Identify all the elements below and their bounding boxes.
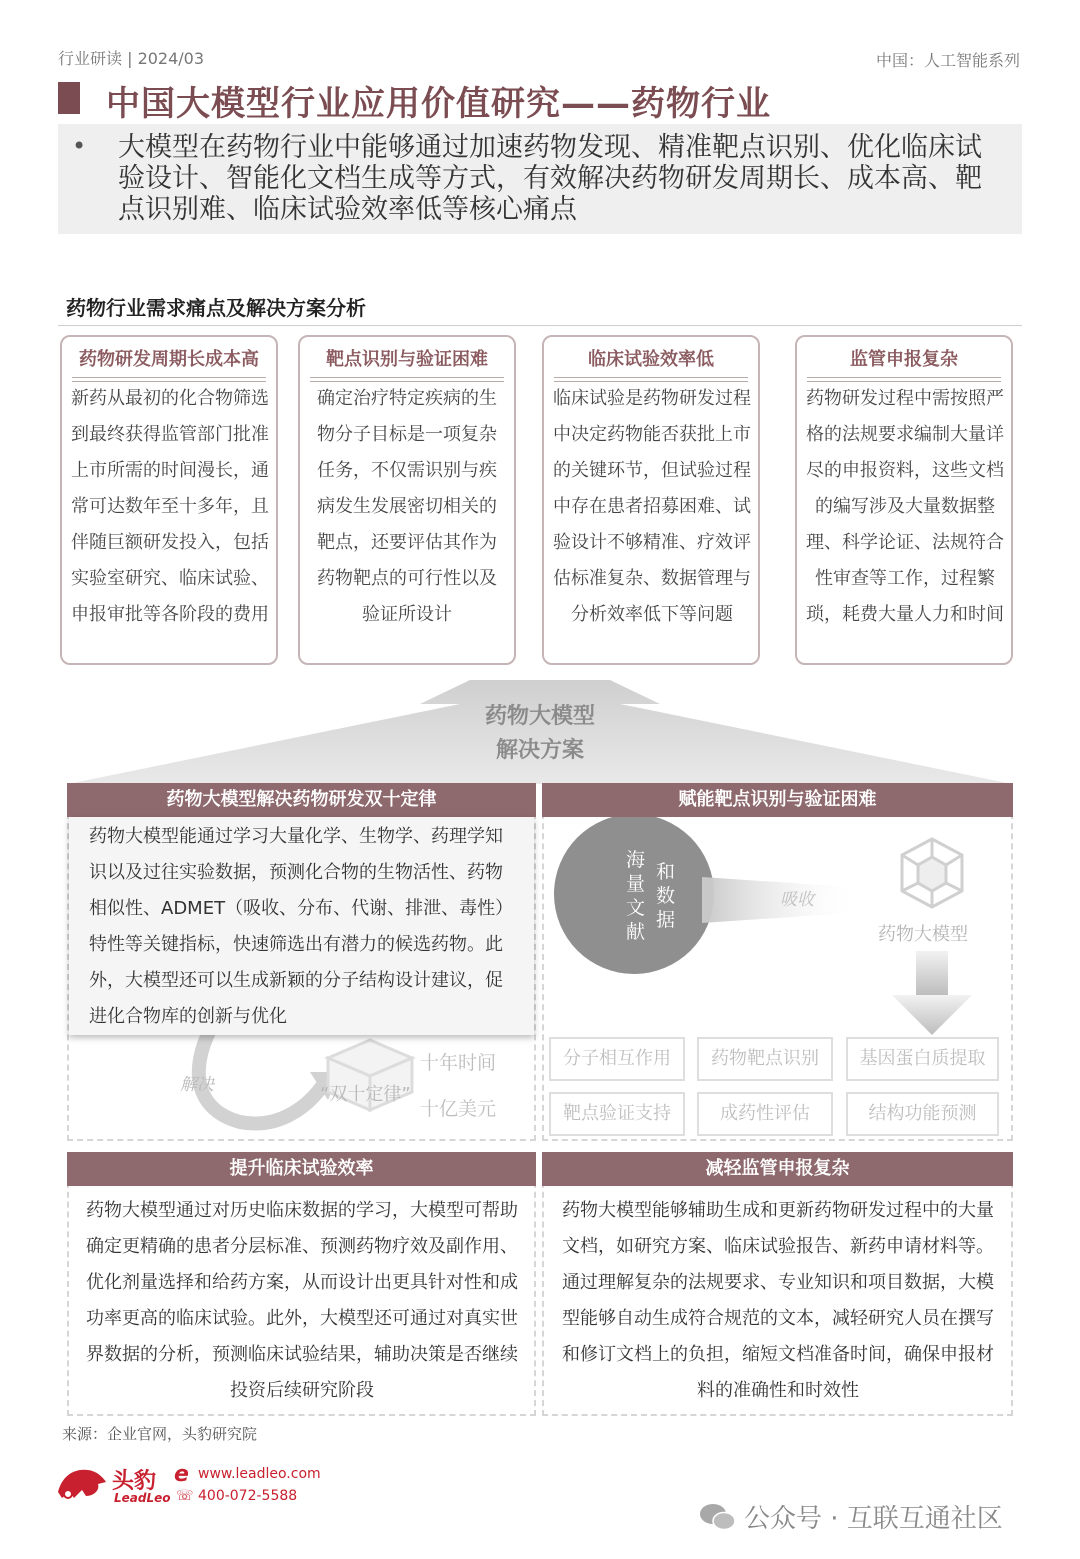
resolve-label: 解决: [180, 1075, 214, 1095]
dual-ten-text-box: [69, 817, 534, 1035]
brand-name-en: LeadLeo: [114, 1491, 171, 1505]
leadleo-logo-icon: [54, 1462, 108, 1502]
pain-card-title: 靶点识别与验证困难: [326, 349, 488, 370]
section-title: 药物行业需求痛点及解决方案分析: [66, 296, 366, 320]
brand-e-icon: e: [174, 1462, 189, 1487]
brand-name: 头豹: [112, 1469, 157, 1494]
pain-card-target: [298, 335, 516, 665]
phone-number: 400-072-5588: [198, 1488, 298, 1504]
solution-label-line1: 药物大模型: [484, 704, 595, 729]
page-title: 中国大模型行业应用价值研究——药物行业: [106, 84, 771, 124]
pain-card-body: 新药从最初的化合物筛选到最终获得监管部门批准上市所需的时间漫长，通常可达数年至十多年，且伴随巨额研发投入，包括实验室研究、临床试验、申报审批等各阶段的费用: [71, 388, 269, 625]
panel-clinical-body: 药物大模型通过对历史临床数据的学习，大模型可帮助确定更精确的患者分层标准、预测药物疗效及副作用、优化剂量选择和给药方案，从而设计出更具针对性和成功率更高的临床试验。此外，大模型还可通过对真实世界数据的分析，预测临床试验结果，辅助决策是否继续投资后续研究阶段: [86, 1200, 518, 1401]
ten-billion-label: 十亿美元: [420, 1098, 497, 1120]
panel-regulatory-header: 减轻监管申报复杂: [542, 1152, 1013, 1186]
pain-card-title: 临床试验效率低: [588, 349, 714, 370]
solution-label-line2: 解决方案: [495, 738, 584, 763]
panel-clinical-header: 提升临床试验效率: [67, 1152, 536, 1186]
source-note: 来源：企业官网，头豹研究院: [62, 1425, 258, 1443]
dual-ten-law-label: “双十定律”: [320, 1084, 411, 1105]
drug-model-label: 药物大模型: [878, 924, 968, 945]
summary-bullet: •: [72, 132, 87, 160]
task-gene-protein-extraction: 基因蛋白质提取: [846, 1037, 999, 1081]
task-molecular-interaction: 分子相互作用: [549, 1037, 685, 1081]
pain-card-body: 临床试验是药物研发过程中决定药物能否获批上市的关键环节，但试验过程中存在患者招募困难、试验设计不够精准、疗效评估标准复杂、数据管理与分析效率低下等问题: [553, 388, 751, 625]
summary-text: 大模型在药物行业中能够通过加速药物发现、精准靶点识别、优化临床试验设计、智能化文档生成等方式，有效解决药物研发周期长、成本高、靶点识别难、临床试验效率低等核心痛点: [118, 132, 982, 225]
panel-dual-ten-header: 药物大模型解决药物研发双十定律: [67, 783, 536, 817]
report-category-date: 行业研读 | 2024/03: [58, 49, 205, 68]
website-link[interactable]: www.leadleo.com: [198, 1466, 321, 1482]
pain-card-cycle-cost: [60, 335, 278, 665]
pain-card-body: 药物研发过程中需按照严格的法规要求编制大量详尽的申报资料，这些文档的编写涉及大量数据整理、科学论证、法规符合性审查等工作，过程繁琐，耗费大量人力和时间: [806, 388, 1004, 625]
panel-regulatory-body: 药物大模型能够辅助生成和更新药物研发过程中的大量文档，如研究方案、临床试验报告、新药申请材料等。通过理解复杂的法规要求、专业知识和项目数据，大模型能够自动生成符合规范的文本，减轻研究人员在撰写和修订文档上的负担，缩短文档准备时间，确保申报材料的准确性和时效性: [562, 1200, 994, 1401]
wechat-icon: [698, 1500, 738, 1534]
task-structure-function: 结构功能预测: [846, 1092, 999, 1136]
phone-icon: ☏: [176, 1488, 194, 1504]
solution-label: [440, 700, 640, 768]
pain-card-title: 监管申报复杂: [850, 349, 958, 370]
section-divider: [58, 325, 1022, 326]
pain-card-body: 确定治疗特定疾病的生物分子目标是一项复杂任务，不仅需识别与疾病发生发展密切相关的靶点，还要评估其作为药物靶点的可行性以及验证所设计: [317, 388, 497, 625]
absorb-label: 吸收: [780, 890, 814, 910]
task-target-validation: 靶点验证支持: [549, 1092, 685, 1136]
pain-card-title: 药物研发周期长成本高: [79, 349, 259, 370]
ten-years-label: 十年时间: [420, 1052, 497, 1074]
dual-ten-body: 药物大模型能通过学习大量化学、生物学、药理学知识以及过往实验数据，预测化合物的生物活性、药物相似性、ADMET（吸收、分布、代谢、排泄、毒性）特性等关键指标，快速筛选出有潜力的候选药物。此外，大模型还可以生成新颖的分子结构设计建议，促进化合物库的创新与优化: [89, 826, 514, 1027]
series-label: 中国：人工智能系列: [875, 51, 1020, 70]
circle-text-col1: 海量文献: [626, 849, 646, 943]
circle-text-col2: 和数据: [656, 861, 676, 931]
pain-card-clinical: [542, 335, 760, 665]
task-druggability: 成药性评估: [697, 1092, 833, 1136]
wechat-watermark: 公众号 · 互联互通社区: [744, 1504, 1003, 1534]
task-drug-target-identification: 药物靶点识别: [697, 1037, 833, 1081]
pain-card-regulatory: [795, 335, 1013, 665]
title-accent-bar: [58, 82, 80, 114]
panel-target-header: 赋能靶点识别与验证困难: [542, 783, 1013, 817]
